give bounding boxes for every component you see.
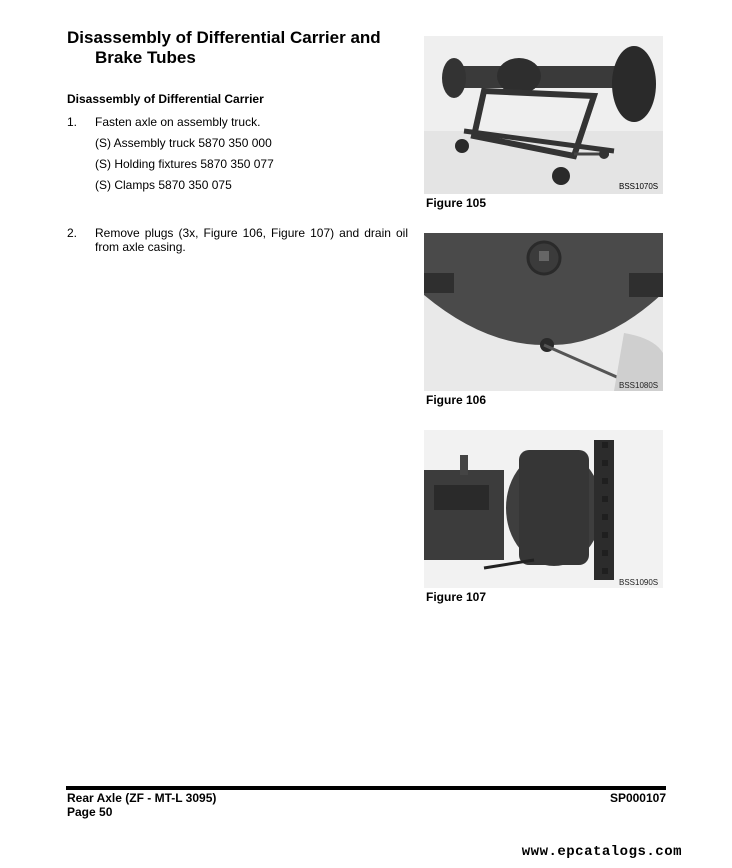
step-1-text: Fasten axle on assembly truck. — [95, 115, 261, 129]
figure-107-photo — [424, 430, 663, 588]
figure-107-caption: Figure 107 — [426, 590, 487, 604]
footer-rule — [66, 786, 666, 790]
title-line-1: Disassembly of Differential Carrier and — [67, 28, 381, 47]
figure-106-code: BSS1080S — [619, 381, 659, 390]
figure-105-photo — [424, 36, 663, 194]
step-2-text: Remove plugs (3x, Figure 106, Figure 107) and drain oil from axle casing. — [95, 226, 408, 254]
title-line-2: Brake Tubes — [95, 48, 196, 67]
watermark-url: www.epcatalogs.com — [521, 844, 682, 860]
figure-106-caption: Figure 106 — [426, 393, 487, 407]
figure-105-caption: Figure 105 — [426, 196, 487, 210]
tool-item: (S) Assembly truck 5870 350 000 — [95, 136, 272, 150]
section-subheading: Disassembly of Differential Carrier — [67, 92, 264, 106]
page-title — [67, 28, 397, 68]
footer-doc-id: SP000107 — [609, 791, 666, 805]
footer-section: Rear Axle (ZF - MT-L 3095) — [67, 791, 217, 805]
tool-item: (S) Holding fixtures 5870 350 077 — [95, 157, 274, 171]
step-1-number: 1. — [67, 115, 78, 129]
tool-item: (S) Clamps 5870 350 075 — [95, 178, 232, 192]
figure-105-code: BSS1070S — [619, 182, 659, 191]
figure-107-code: BSS1090S — [619, 578, 659, 587]
footer-page-number: Page 50 — [67, 805, 113, 819]
step-2-number: 2. — [67, 226, 78, 240]
figure-106-photo — [424, 233, 663, 391]
